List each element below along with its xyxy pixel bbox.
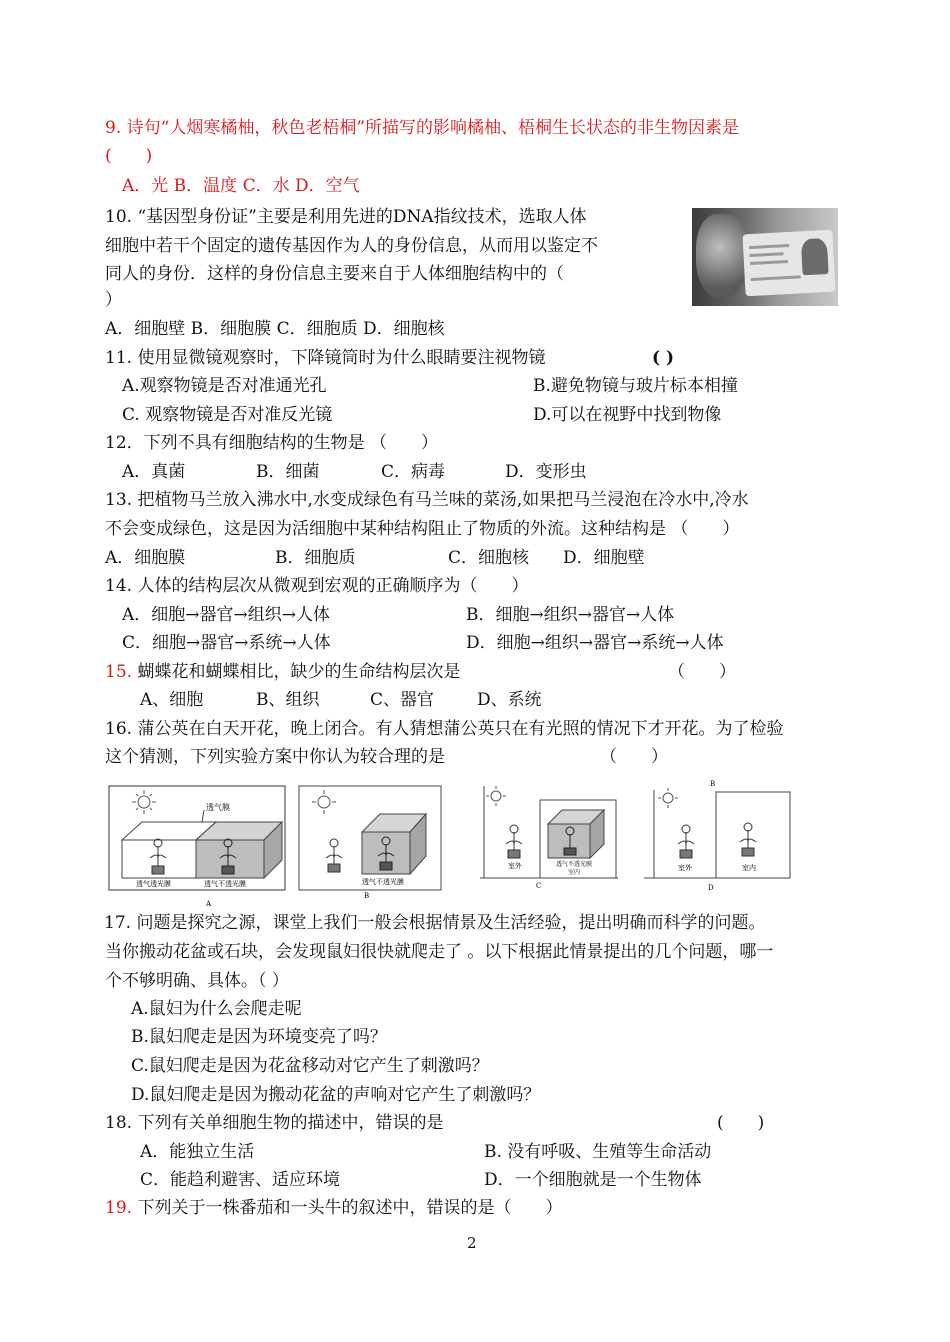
fig-d-label: D	[708, 884, 714, 892]
sun-icon	[312, 790, 336, 814]
q16-figure-a	[108, 782, 288, 910]
q13-option-b: B．细胞质	[275, 548, 356, 568]
q15-option-b: B、组织	[256, 690, 320, 710]
q17-option-c: C.鼠妇爬走是因为花盆移动对它产生了刺激吗？	[131, 1056, 489, 1076]
q16-line1: 16. 蒲公英在白天开花，晚上闭合。有人猜想蒲公英只在有光照的情况下才开花。为了检验	[105, 719, 784, 739]
q10-line2: 细胞中若干个固定的遗传基因作为人的身份信息，从而用以鉴定不	[105, 236, 598, 256]
q12-option-a: A．真菌	[122, 462, 186, 482]
q10-line1: 10. “基因型身份证”主要是利用先进的DNA指纹技术，选取人体	[105, 207, 587, 227]
q13-line1: 13. 把植物马兰放入沸水中,水变成绿色有马兰味的菜汤,如果把马兰浸泡在冷水中,冷水	[105, 490, 749, 510]
q9-line1: 9. 诗句“人烟寒橘柚，秋色老梧桐”所描写的影响橘柚、梧桐生长状态的非生物因素是	[105, 118, 740, 138]
fig-d-top-label: B	[710, 780, 716, 788]
q9-line2: ( )	[105, 146, 153, 166]
q12-option-d: D．变形虫	[505, 462, 587, 482]
dandelion-icon	[506, 825, 522, 858]
fig-d-left-caption: 室外	[678, 864, 692, 872]
q13-option-c: C．细胞核	[448, 548, 530, 568]
q17-option-a: A.鼠妇为什么会爬走呢	[131, 999, 302, 1019]
q17-option-b: B.鼠妇爬走是因为环境变亮了吗？	[131, 1027, 387, 1047]
q10-line3: 同人的身份．这样的身份信息主要来自于人体细胞结构中的（	[105, 264, 564, 284]
q16-figure-b	[298, 782, 444, 904]
q15-option-d: D、系统	[477, 690, 542, 710]
fig-c-left-caption: 室外	[508, 862, 522, 870]
q12-option-b: B．细菌	[256, 462, 320, 482]
q18-paren: ( )	[717, 1113, 765, 1133]
q17-line3: 个不够明确、具体。（ ）	[105, 971, 289, 991]
q16-line2: 这个猜测，下列实验方案中你认为较合理的是	[105, 747, 445, 767]
fig-c-right-caption: 透气不透光膜	[556, 861, 593, 868]
q16-figure-c	[478, 782, 620, 890]
q16-paren: （ ）	[600, 747, 668, 767]
q14-option-a: A．细胞→器官→组织→人体	[122, 605, 331, 625]
fig-a-label: A	[206, 900, 212, 908]
q17-line2: 当你搬动花盆或石块，会发现鼠妇很快就爬走了 。以下根据此情景提出的几个问题，哪一	[105, 942, 774, 962]
fig-c-right-caption2: 室内	[568, 869, 581, 876]
q14-option-d: D．细胞→组织→器官→系统→人体	[466, 633, 724, 653]
q9-options: A．光 B．温度 C．水 D．空气	[122, 176, 360, 196]
page-number: 2	[467, 1234, 477, 1252]
dandelion-icon	[740, 823, 756, 856]
q15-paren: （ ）	[668, 662, 736, 682]
q18-option-d: D．一个细胞就是一个生物体	[484, 1170, 702, 1190]
dandelion-icon	[150, 839, 166, 874]
q11-option-b: B.避免物镜与玻片标本相撞	[533, 376, 738, 396]
q14-option-c: C．细胞→器官→系统→人体	[122, 633, 331, 653]
q16-figure-d	[638, 778, 794, 894]
q11-stem: 11. 使用显微镜观察时，下降镜筒时为什么眼睛要注视物镜	[105, 348, 546, 368]
q15-option-a: A、细胞	[140, 690, 204, 710]
q18-option-c: C．能趋利避害、适应环境	[140, 1170, 341, 1190]
q13-option-d: D．细胞壁	[563, 548, 645, 568]
sun-icon	[486, 786, 506, 806]
q11-option-a: A.观察物镜是否对准通光孔	[122, 376, 327, 396]
q12-stem: 12．下列不具有细胞结构的生物是 （ ）	[105, 433, 439, 453]
person-face	[696, 214, 748, 298]
q18-option-a: A．能独立生活	[140, 1142, 255, 1162]
fig-a-tag: 透气膜	[206, 803, 230, 812]
q10-options: A．细胞壁 B．细胞膜 C．细胞质 D．细胞核	[105, 319, 445, 339]
q13-option-a: A．细胞膜	[105, 548, 186, 568]
q14-stem: 14. 人体的结构层次从微观到宏观的正确顺序为（ ）	[105, 576, 529, 596]
q19-stem: 19. 下列关于一株番茄和一头牛的叙述中，错误的是（ ）	[105, 1198, 563, 1218]
q13-line2: 不会变成绿色，这是因为活细胞中某种结构阻止了物质的外流。这种结构是 （ ）	[105, 519, 740, 539]
fig-a-left-caption: 透气透光膜	[136, 880, 171, 888]
q18-stem: 18. 下列有关单细胞生物的描述中，错误的是	[105, 1113, 444, 1133]
dandelion-icon	[326, 839, 342, 872]
fig-b-caption: 透气不透光膜	[362, 878, 404, 886]
q11-paren: ( )	[652, 348, 675, 368]
fig-b-label: B	[364, 892, 370, 900]
dandelion-icon	[678, 825, 694, 858]
q15-option-c: C、器官	[370, 690, 435, 710]
q17-line1: 17. 问题是探究之源，课堂上我们一般会根据情景及生活经验，提出明确而科学的问题。	[104, 913, 766, 933]
q17-option-d: D.鼠妇爬走是因为搬动花盆的声响对它产生了刺激吗？	[131, 1085, 541, 1105]
id-card-photo	[692, 208, 838, 306]
fig-c-label: C	[536, 882, 542, 890]
fig-d-right-caption: 室内	[742, 864, 756, 872]
q10-line4: ）	[105, 290, 122, 310]
q14-option-b: B．细胞→组织→器官→人体	[466, 605, 675, 625]
id-card	[742, 230, 835, 297]
q11-option-c: C. 观察物镜是否对准反光镜	[122, 405, 333, 425]
fig-a-right-caption: 透气不透光膜	[204, 880, 246, 888]
sun-icon	[132, 790, 156, 814]
q12-option-c: C．病毒	[381, 462, 446, 482]
q18-option-b: B. 没有呼吸、生殖等生命活动	[484, 1142, 712, 1162]
q15-stem: 15. 蝴蝶花和蝴蝶相比，缺少的生命结构层次是	[105, 662, 461, 682]
q11-option-d: D.可以在视野中找到物像	[533, 405, 722, 425]
sun-icon	[658, 788, 678, 808]
id-card-portrait	[801, 238, 829, 275]
